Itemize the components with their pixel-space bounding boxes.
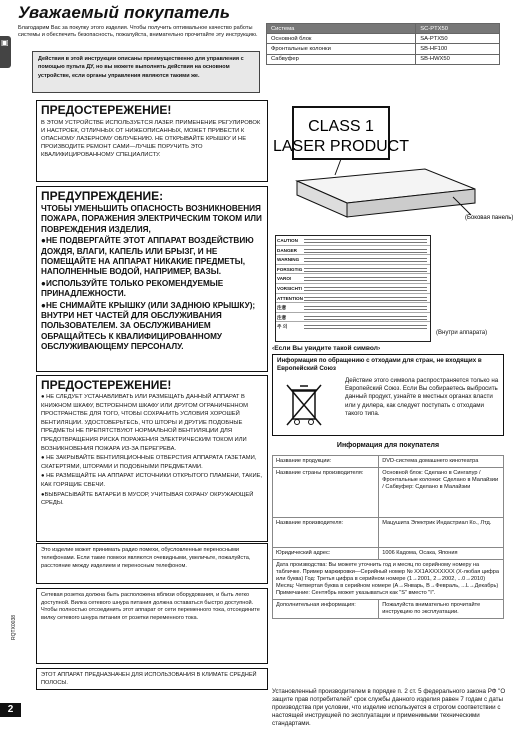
inside-label: (Внутри аппарата)	[436, 330, 488, 336]
warning-item: ●НЕ СНИМАЙТЕ КРЫШКУ (ИЛИ ЗАДНЮЮ КРЫШКУ); ВНУТРИ НЕТ ЧАСТЕЙ ДЛЯ ОБСЛУЖИВАНИЯ ПОЛЬЗОВАТЕЛЕМ. ЗА ОБСЛУЖИВАНИЕМ ОБРАЩАЙТЕСЬ К КВАЛИФИЦИРОВАННОМУ ОБСЛУЖИВАЮЩЕМУ ПЕРСОНАЛУ.	[41, 300, 256, 352]
caution-item: ●ВЫБРАСЫВАЙТЕ БАТАРЕИ В МУСОР, УЧИТЫВАЯ ОХРАНУ ОКРУЖАЮЩЕЙ СРЕДЫ.	[41, 491, 254, 507]
ventilation-caution-box	[36, 375, 268, 542]
laser-warning-label: CAUTION DANGER WARNING FORSIGTIG VARO! VORSICHT! ATTENTION 注意 注意 주 의	[275, 235, 431, 342]
remote-notice: Действия в этой инструкции описаны преимущественно для управления с помощью пульта ДУ, но вы можете выполнять действия на основном устройстве, если органы управления являются такими же.	[32, 51, 260, 93]
laser-caution-box	[36, 100, 268, 182]
class1-laser-illustration	[272, 103, 514, 221]
caution-body: В ЭТОМ УСТРОЙСТВЕ ИСПОЛЬЗУЕТСЯ ЛАЗЕР. ПРИМЕНЕНИЕ РЕГУЛИРОВОК И НАСТРОЕК, ОТЛИЧНЫХ ОТ НИЖЕОПИСАННЫХ, МОЖЕТ ПРИВЕСТИ К ОПАСНОМУ ЛАЗЕРНОМУ ОБЛУЧЕНИЮ. НЕ ОТКРЫВАЙТЕ КРЫШКУ И НЕ ПРОИЗВОДИТЕ РЕМОНТ САМИ—ЛУЧШЕ ПОРУЧИТЬ ЭТО КВАЛИФИЦИРОВАННОМУ СПЕЦИАЛИСТУ.	[41, 120, 261, 158]
socket-note: Сетевая розетка должна быть расположена вблизи оборудования, и быть легко доступной. Вилка сетевого шнура питания должна оставаться быстро доступной. Чтобы полностью отсоединить этот аппарат от сети переменного тока, отсоедините вилку сетевого шнура питания от розетки переменного тока.	[36, 588, 268, 664]
intro-text: Благодарим Вас за покупку этого изделия. Чтобы получить оптимальное качество работы системы и обеспечить безопасность, пожалуйста, внимательно прочитайте эту инструкцию.	[18, 25, 258, 39]
class1-line1: CLASS 1	[308, 118, 374, 135]
customer-info-heading: Информация для покупателя	[336, 442, 440, 449]
table-row: Фронтальные колонки SB-HF100	[267, 44, 500, 54]
table-row: Основной блок SA-PTX50	[267, 34, 500, 44]
book-icon: ▣	[1, 38, 9, 47]
warning-box	[36, 186, 268, 372]
waste-body: Действие этого символа распространяется только на Европейский Союз. Если Вы собираетесь выбросить данный продукт, узнайте в местных органах власти или у дилера, как следует поступать с отходами такого типа.	[345, 377, 499, 417]
class1-line2: LASER PRODUCT	[272, 138, 410, 155]
table-row: Система SC-PTX50	[267, 24, 500, 34]
climate-note: ЭТОТ АППАРАТ ПРЕДНАЗНАЧЕН ДЛЯ ИСПОЛЬЗОВАНИЯ В КЛИМАТЕ СРЕДНЕЙ ПОЛОСЫ.	[36, 668, 268, 690]
table-row: Юридический адрес: 1006 Кадома, Осака, Япония	[273, 548, 504, 560]
table-row: Название производителя: Мацушита Электрик Индастриал Ко., Лтд.	[273, 518, 504, 548]
table-row: Дополнительная информация: Пожалуйста внимательно прочитайте инструкцию по эксплуатации.	[273, 600, 504, 619]
document-code: RQTX0038	[11, 614, 17, 640]
symbol-caption: ‹Если Вы увидите такой символ›	[272, 345, 381, 352]
system-table	[266, 23, 500, 65]
table-row: Сабвуфер SB-HWX50	[267, 54, 500, 64]
table-row: Название продукции: DVD-система домашнего кинотеатра	[273, 456, 504, 468]
warning-lead: ЧТОБЫ УМЕНЬШИТЬ ОПАСНОСТЬ ВОЗНИКНОВЕНИЯ ПОЖАРА, ПОРАЖЕНИЯ ЭЛЕКТРИЧЕСКИМ ТОКОМ ИЛИ ПОВРЕЖДЕНИЯ ИЗДЕЛИЯ,	[41, 204, 262, 234]
crossed-bin-icon	[283, 381, 325, 429]
page-title: Уважаемый покупатель	[18, 3, 231, 22]
customer-info-table	[272, 455, 504, 619]
table-row: Название страны производителя: Основной блок: Сделано в Сингапур / Фронтальные колонки: Сделано в Малайзии / Сабвуфер: Сделано в Малайзии	[273, 468, 504, 518]
radio-note: Это изделие может принимать радио помехи, обусловленные переносными телефонами. Если такие помехи являются очевидными, увеличьте, пожалуйста, расстояние между изделием и переносным телефоном.	[36, 543, 268, 584]
caution-heading: ПРЕДОСТЕРЕЖЕНИЕ!	[41, 378, 172, 392]
service-life-text: Установленный производителем в порядке п. 2 ст. 5 федерального закона РФ "О защите прав потребителей" срок службы данного изделия равен 7 годам с даты производства при условии, что изделие используется в строгом соответствии с настоящей инструкцией по эксплуатации и применимыми техническими стандартами.	[272, 688, 506, 727]
side-panel-label: (Боковая панель)	[465, 215, 514, 221]
caution-item: ● НЕ СЛЕДУЕТ УСТАНАВЛИВАТЬ ИЛИ РАЗМЕЩАТЬ ДАННЫЙ АППАРАТ В КНИЖНОМ ШКАФУ, ВСТРОЕННОМ ШКАФУ ИЛИ ДРУГОМ ОГРАНИЧЕННОМ ПРОСТРАНСТВЕ ДЛЯ ТОГО, ЧТОБЫ СОХРАНИТЬ УСЛОВИЯ ХОРОШЕЙ ВЕНТИЛЯЦИИ. УДОСТОВЕРЬТЕСЬ, ЧТО ШТОРЫ И ДРУГИЕ ПОДОБНЫЕ ПРЕДМЕТЫ НЕ ПРЕПЯТСТВУЮТ НОРМАЛЬНОЙ ВЕНТИЛЯЦИИ ДЛЯ ПРЕДОТВРАЩЕНИЯ РИСКА ПОРАЖЕНИЯ ЭЛЕКТРИЧЕСКИМ ТОКОМ ИЛИ ВОЗНИКНОВЕНИЯ ПОЖАРА ИЗ-ЗА ПЕРЕГРЕВА.	[41, 394, 248, 452]
date-info: Дата производства: Вы можете уточнить год и месяц по серийному номеру на табличке. Пример маркировки—Серийный номер № XX1AXXXXXXX (Х-любая цифра или буква) Год: Третья цифра в серийном номере (1→2001, 2→2002, ...0→2010) Месяц: Четвертая буква в серийном номере (А→Январь, В→Февраль, ...L→Декабрь) Примечание: Сентябрь может указываться как "S" вместо "I".	[273, 560, 504, 600]
warning-item: ●НЕ ПОДВЕРГАЙТЕ ЭТОТ АППАРАТ ВОЗДЕЙСТВИЮ ДОЖДЯ, ВЛАГИ, КАПЕЛЬ ИЛИ БРЫЗГ, И НЕ ПОМЕЩАЙТЕ НА АППАРАТ НИКАКИЕ ПРЕДМЕТЫ, НАПОЛНЕННЫЕ ВОДОЙ, НАПРИМЕР, ВАЗЫ.	[41, 236, 254, 277]
caution-item: ● НЕ ЗАКРЫВАЙТЕ ВЕНТИЛЯЦИОННЫЕ ОТВЕРСТИЯ АППАРАТА ГАЗЕТАМИ, СКАТЕРТЯМИ, ШТОРАМИ И ПОДОБНЫМИ ПРЕДМЕТАМИ.	[41, 455, 257, 470]
caution-heading: ПРЕДОСТЕРЕЖЕНИЕ!	[41, 103, 172, 117]
warning-heading: ПРЕДУПРЕЖДЕНИЕ:	[41, 189, 164, 203]
table-row	[273, 560, 504, 600]
waste-heading: Информация по обращению с отходами для стран, не входящих в Европейский Союз	[277, 357, 482, 372]
warning-item: ●ИСПОЛЬЗУЙТЕ ТОЛЬКО РЕКОМЕНДУЕМЫЕ ПРИНАДЛЕЖНОСТИ.	[41, 278, 224, 299]
caution-item: ● НЕ РАЗМЕЩАЙТЕ НА АППАРАТ ИСТОЧНИКИ ОТКРЫТОГО ПЛАМЕНИ, ТАКИЕ, КАК ГОРЯЩИЕ СВЕЧИ.	[41, 473, 263, 488]
page-number: 2	[0, 703, 21, 717]
waste-info-box	[272, 354, 504, 436]
